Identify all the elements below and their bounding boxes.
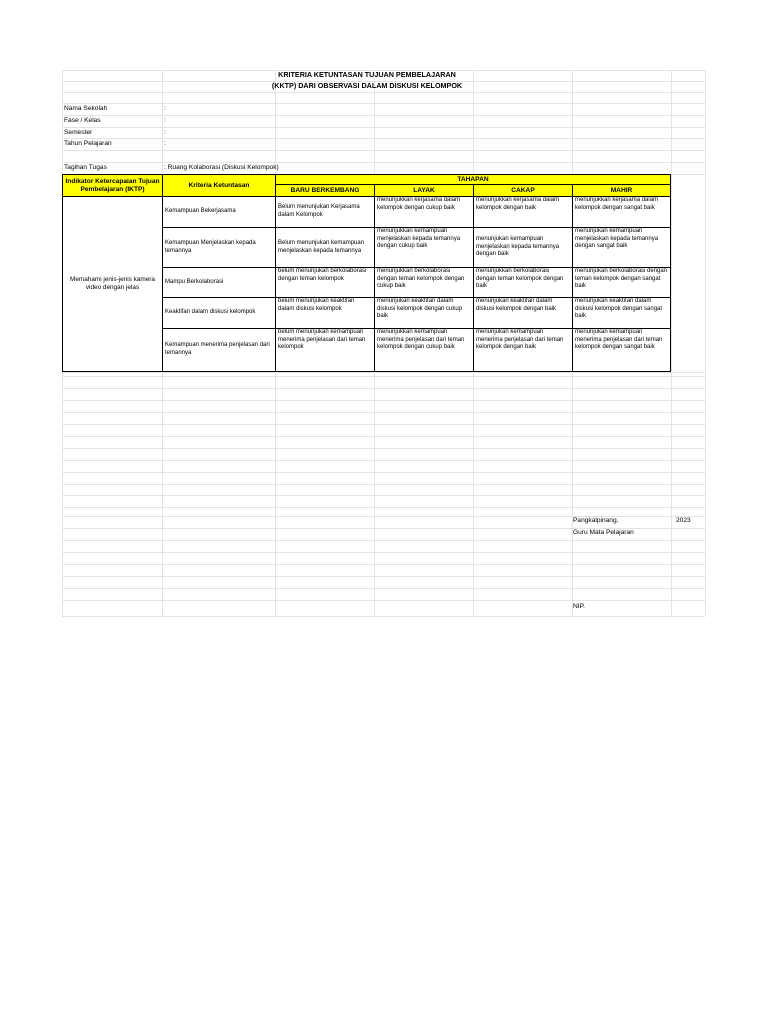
field-value-fase-kelas: : <box>164 117 166 124</box>
gridline-horizontal <box>62 127 705 128</box>
signature-nip: NIP. <box>573 603 585 610</box>
gridline-horizontal <box>62 372 705 373</box>
level-cell: menunjukan kemampuan menjelaskan kepada temannya dengan baik <box>473 228 572 268</box>
gridline-horizontal <box>62 400 705 401</box>
field-value-tahun-pelajaran: : <box>164 140 166 147</box>
indicator-cell: Memahami jenis-jenis kamera video dengan jelas <box>62 197 162 372</box>
gridline-horizontal <box>62 495 705 496</box>
header-level-layak: LAYAK <box>374 185 473 197</box>
gridline-vertical <box>705 70 706 616</box>
gridline-horizontal <box>62 616 705 617</box>
field-label-semester: Semester <box>64 129 93 136</box>
level-cell: belum menunjukan kemampuan menerima penjelasan dari teman kelompok <box>275 329 374 372</box>
level-cell: menunjukkan kemampuan menerima penjelasan dari teman kelompok dengan cukup baik <box>374 329 473 372</box>
gridline-horizontal <box>62 507 705 508</box>
gridline-horizontal <box>62 448 705 449</box>
signature-role: Guru Mata Pelajaran <box>573 529 634 536</box>
header-level-cakap: CAKAP <box>473 185 572 197</box>
field-label-fase-kelas: Fase / Kelas <box>64 117 101 124</box>
spreadsheet-page <box>62 70 705 616</box>
gridline-horizontal <box>62 150 705 151</box>
gridline-horizontal <box>62 484 705 485</box>
gridline-horizontal <box>62 162 705 163</box>
gridline-horizontal <box>62 600 705 601</box>
header-tahapan: TAHAPAN <box>275 174 671 185</box>
header-level-baru-berkembang: BARU BERKEMBANG <box>275 185 374 197</box>
field-value-semester: : <box>164 129 166 136</box>
gridline-horizontal <box>62 588 705 589</box>
field-label-tagihan-tugas: Tagihan Tugas <box>64 164 107 171</box>
gridline-horizontal <box>62 92 705 93</box>
kriteria-cell: Kemampuan Bekerjasama <box>162 197 275 228</box>
signature-year: 2023 <box>676 517 691 524</box>
level-cell: menunjukan kemampuan menerima penjelasan dari teman kelompok dengan sangat baik <box>572 329 671 372</box>
document-title: KRITERIA KETUNTASAN TUJUAN PEMBELAJARAN <box>278 70 456 79</box>
level-cell: menunjukkan kerjasama dalam kelompok dengan sangat baik <box>572 197 671 228</box>
header-iktp: Indikator Ketercapaian Tujuan Pembelajaran (IKTP) <box>62 174 162 197</box>
level-cell: Belum menunjukan Kerjasama dalam Kelompok <box>275 197 374 228</box>
gridline-horizontal <box>62 460 705 461</box>
header-kriteria: Kriteria Ketuntasan <box>162 174 275 197</box>
gridline-horizontal <box>62 540 705 541</box>
level-cell: menunjukan keaktifan dalam diskusi kelompok dengan cukup baik <box>374 298 473 329</box>
gridline-horizontal <box>62 472 705 473</box>
level-cell: menunjukan kemampuan menerima penjelasan dari teman kelompok dengan baik <box>473 329 572 372</box>
level-cell: menunjukan kemampuan menjelaskan kepada temannya dengan sangat baik <box>572 228 671 268</box>
field-label-tahun-pelajaran: Tahun Pelajaran <box>64 140 112 147</box>
gridline-horizontal <box>62 138 705 139</box>
gridline-horizontal <box>62 388 705 389</box>
kriteria-cell: Mampu Berkolaborasi <box>162 268 275 298</box>
level-cell: menunjukkan kerjasama dalam kelompok dengan cukup baik <box>374 197 473 228</box>
header-level-mahir: MAHIR <box>572 185 671 197</box>
gridline-horizontal <box>62 576 705 577</box>
kriteria-cell: Kemampuan Menjelaskan kepada temannya <box>162 228 275 268</box>
gridline-horizontal <box>62 376 705 377</box>
level-cell: belum menunjukan keaktifan dalam diskusi kelompok <box>275 298 374 329</box>
kriteria-cell: Kemampuan menerima penjelasan dari temannya <box>162 329 275 372</box>
gridline-horizontal <box>62 564 705 565</box>
kriteria-cell: Keaktifan dalam diskusi kelompok <box>162 298 275 329</box>
level-cell: menunjukan keaktifan dalam diskusi kelompok dengan sangat baik <box>572 298 671 329</box>
field-value-tagihan-tugas: : Ruang Kolaborasi (Diskusi Kelompok) <box>164 164 279 171</box>
gridline-horizontal <box>62 115 705 116</box>
gridline-horizontal <box>62 412 705 413</box>
gridline-horizontal <box>62 552 705 553</box>
level-cell: menunjukan keaktifan dalam diskusi kelompok dengan baik <box>473 298 572 329</box>
level-cell: menunjukan berkolaborasi dengan teman kelompok dengan sangat baik <box>572 268 671 298</box>
field-label-nama-sekolah: Nama Sekolah <box>64 105 108 112</box>
document-subtitle: (KKTP) DARI OBSERVASI DALAM DISKUSI KELOMPOK <box>271 81 463 90</box>
level-cell: menunjukkan berkolaborasi dengan teman kelompok dengan baik <box>473 268 572 298</box>
level-cell: Belum menunjukan kemampuan menjelaskan kepada temannya <box>275 228 374 268</box>
gridline-horizontal <box>62 103 705 104</box>
field-value-nama-sekolah: : <box>164 105 166 112</box>
level-cell: menunjukkan kemampuan menjelaskan kepada temannya dengan cukup baik <box>374 228 473 268</box>
level-cell: menunjukkan kerjasama dalam kelompok dengan baik <box>473 197 572 228</box>
gridline-horizontal <box>62 436 705 437</box>
gridline-vertical <box>671 70 672 616</box>
gridline-horizontal <box>62 424 705 425</box>
signature-place: Pangkalpinang, <box>573 517 619 524</box>
level-cell: menunjukkan berkolaborasi dengan teman kelompok dengan cukup baik <box>374 268 473 298</box>
level-cell: belum menunjukan berkolaborasi dengan teman kelompok <box>275 268 374 298</box>
